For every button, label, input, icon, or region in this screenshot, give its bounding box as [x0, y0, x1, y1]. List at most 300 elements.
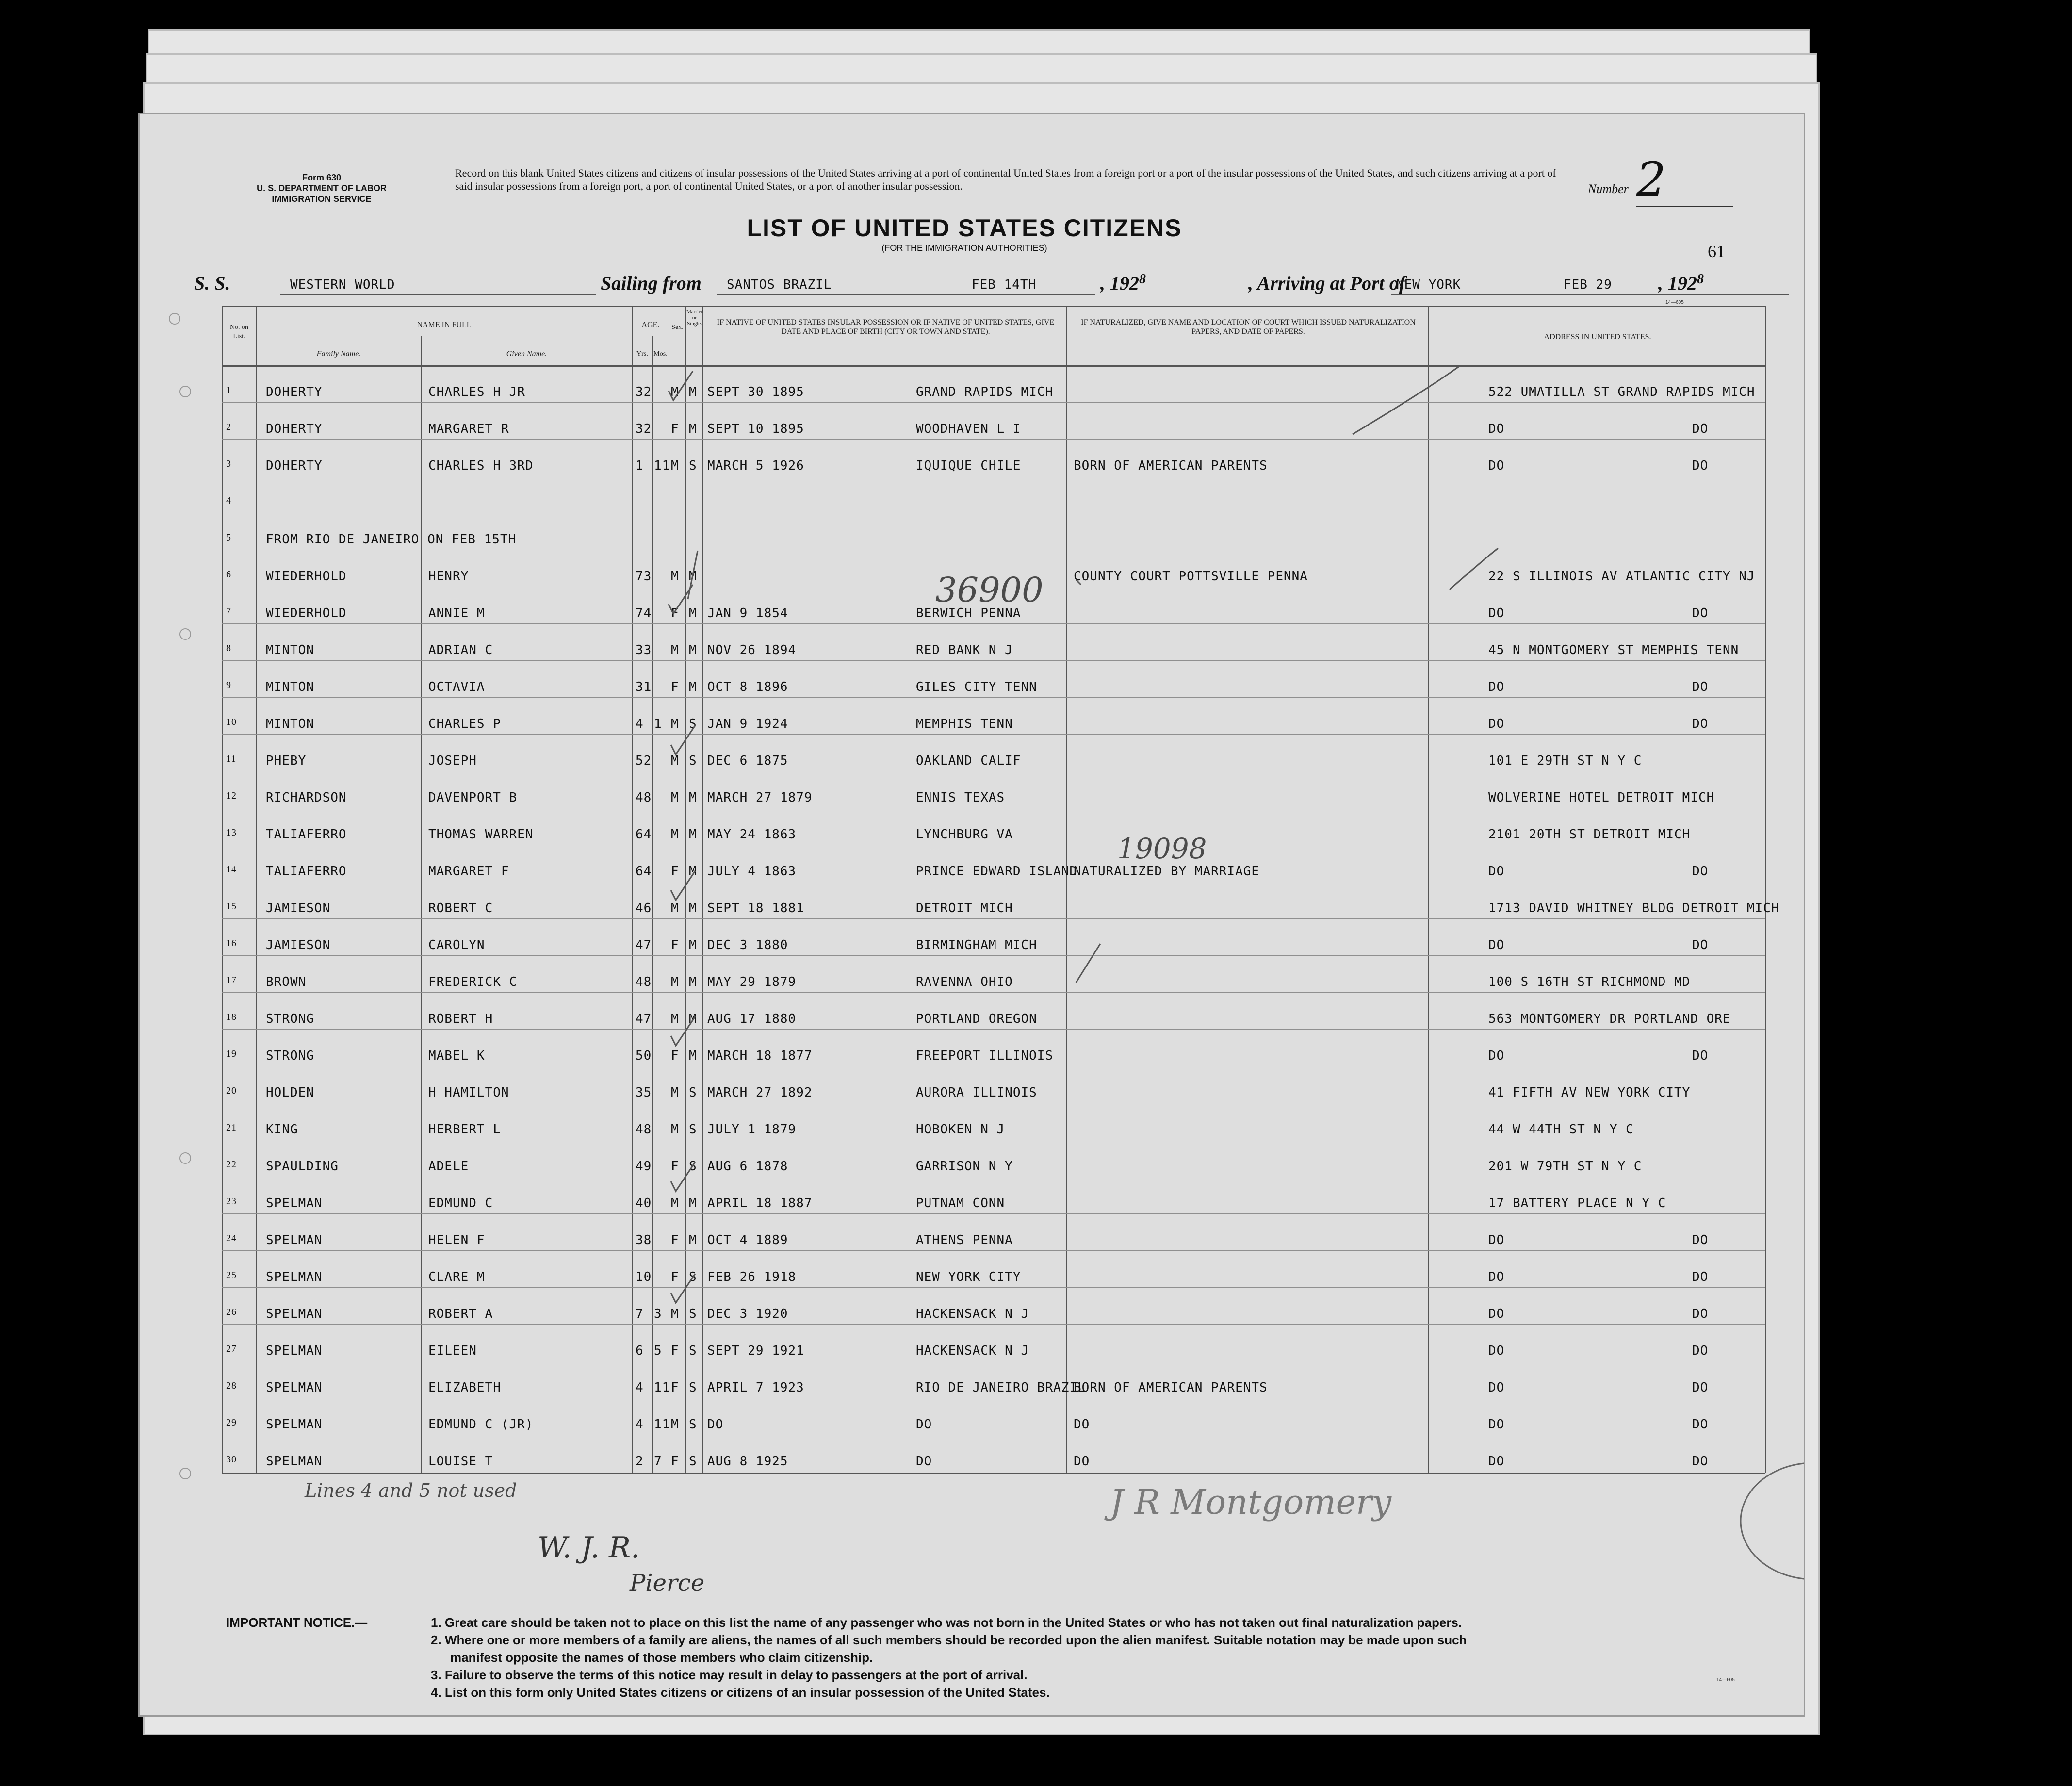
cell-family: SPELMAN	[266, 1417, 323, 1432]
page-stamp: 61	[1708, 242, 1725, 261]
cell-sex: M	[671, 459, 679, 473]
form-service: IMMIGRATION SERVICE	[272, 194, 372, 204]
cell-addr1: 101 E 29TH ST N Y C	[1488, 754, 1642, 768]
cell-place: NEW YORK CITY	[916, 1270, 1021, 1284]
cell-date: SEPT 18 1881	[707, 901, 804, 916]
cell-place: AURORA ILLINOIS	[916, 1085, 1037, 1100]
cell-yrs: 38	[636, 1233, 652, 1247]
sailing-year: , $192^8$	[1100, 272, 1146, 294]
cell-place: GRAND RAPIDS MICH	[916, 385, 1054, 399]
cell-yrs: 10	[636, 1270, 652, 1284]
cell-sex: M	[671, 717, 679, 731]
cell-family: PHEBY	[266, 754, 307, 768]
cell-addr1: 22 S ILLINOIS AV ATLANTIC CITY NJ	[1488, 569, 1755, 584]
cell-ms: M	[689, 901, 697, 916]
notice-item: 1. Great care should be taken not to place on this list the name of any passenger who was not born in the United States or who has not taken out final naturalization papers.	[431, 1615, 1462, 1630]
cell-no: 11	[226, 754, 237, 764]
cell-family: MINTON	[266, 680, 314, 694]
cell-family: SPAULDING	[266, 1159, 339, 1174]
cell-mos: 7	[654, 1454, 662, 1469]
cell-given: MARGARET F	[428, 864, 509, 879]
cell-yrs: 1	[636, 459, 644, 473]
cell-place: GARRISON N Y	[916, 1159, 1013, 1174]
cell-date: MARCH 27 1879	[707, 790, 813, 805]
cell-family: SPELMAN	[266, 1196, 323, 1211]
header-yrs: Yrs.	[636, 350, 648, 358]
cell-addr1: 41 FIFTH AV NEW YORK CITY	[1488, 1085, 1691, 1100]
header-given-name: Given Name.	[506, 350, 547, 358]
cell-no: 18	[226, 1012, 237, 1022]
cell-place: PORTLAND OREGON	[916, 1012, 1037, 1026]
cell-sex: M	[671, 790, 679, 805]
cell-place: HACKENSACK N J	[916, 1344, 1029, 1358]
cell-given: EILEEN	[428, 1344, 477, 1358]
header-mos: Mos.	[653, 350, 668, 358]
cell-sex: F	[671, 938, 679, 952]
cell-ms: M	[689, 1233, 697, 1247]
cell-addr1: WOLVERINE HOTEL DETROIT MICH	[1488, 790, 1715, 805]
notice-item: 4. List on this form only United States citizens or citizens of an insular possession of the United States.	[431, 1685, 1050, 1700]
cell-place: PUTNAM CONN	[916, 1196, 1005, 1211]
cell-place: BIRMINGHAM MICH	[916, 938, 1037, 952]
cell-addr1: 45 N MONTGOMERY ST MEMPHIS TENN	[1488, 643, 1739, 657]
cell-family: SPELMAN	[266, 1270, 323, 1284]
cell-given: CHARLES P	[428, 717, 501, 731]
cell-place: HOBOKEN N J	[916, 1122, 1005, 1137]
cell-place: HACKENSACK N J	[916, 1307, 1029, 1321]
cell-date: JULY 4 1863	[707, 864, 797, 879]
cell-no: 10	[226, 717, 237, 727]
cell-no: 29	[226, 1417, 237, 1428]
cell-no: 2	[226, 422, 231, 432]
cell-date: AUG 17 1880	[707, 1012, 797, 1026]
cell-sex: F	[671, 1380, 679, 1395]
cell-addr2: DO	[1692, 1454, 1709, 1469]
cell-date: OCT 4 1889	[707, 1233, 788, 1247]
cell-ms: M	[689, 1012, 697, 1026]
cell-given: DAVENPORT B	[428, 790, 518, 805]
cell-no: 3	[226, 459, 231, 469]
cell-sex: F	[671, 422, 679, 436]
cell-date: MAY 29 1879	[707, 975, 797, 989]
cell-family: RICHARDSON	[266, 790, 347, 805]
cell-addr2: DO	[1692, 1270, 1709, 1284]
cell-place: MEMPHIS TENN	[916, 717, 1013, 731]
cell-addr1: DO	[1488, 1417, 1505, 1432]
cell-sex: M	[671, 1307, 679, 1321]
cell-ms: M	[689, 938, 697, 952]
cell-ms: S	[689, 1085, 697, 1100]
cell-yrs: 48	[636, 790, 652, 805]
cell-place: PRINCE EDWARD ISLAND	[916, 864, 1078, 879]
cell-yrs: 49	[636, 1159, 652, 1174]
cell-no: 17	[226, 975, 237, 985]
cell-no: 14	[226, 864, 237, 875]
handwritten-signature: J R Montgomery	[1110, 1482, 1392, 1522]
cell-yrs: 32	[636, 422, 652, 436]
cell-family: HOLDEN	[266, 1085, 314, 1100]
cell-no: 1	[226, 385, 231, 395]
cell-given: EDMUND C	[428, 1196, 493, 1211]
cell-yrs: 33	[636, 643, 652, 657]
cell-addr1: 2101 20TH ST DETROIT MICH	[1488, 827, 1691, 842]
cell-date: MAY 24 1863	[707, 827, 797, 842]
cell-no: 16	[226, 938, 237, 949]
cell-date: MARCH 18 1877	[707, 1049, 813, 1063]
cell-family: SPELMAN	[266, 1307, 323, 1321]
cell-family: JAMIESON	[266, 901, 331, 916]
cell-given: CHARLES H 3RD	[428, 459, 534, 473]
cell-yrs: 48	[636, 975, 652, 989]
header-naturalized: IF NATURALIZED, GIVE NAME AND LOCATION OF COURT WHICH ISSUED NATURALIZATION PAPERS, AND DATE OF PAPERS.	[1081, 318, 1416, 336]
form-department: U. S. DEPARTMENT OF LABOR	[257, 183, 387, 193]
cell-no: 6	[226, 569, 231, 580]
cell-place: RIO DE JANEIRO BRAZIL	[916, 1380, 1086, 1395]
cell-date: AUG 6 1878	[707, 1159, 788, 1174]
cell-addr2: DO	[1692, 1380, 1709, 1395]
cell-given: ADELE	[428, 1159, 469, 1174]
cell-place: RAVENNA OHIO	[916, 975, 1013, 989]
cell-date: DEC 3 1920	[707, 1307, 788, 1321]
cell-yrs: 2	[636, 1454, 644, 1469]
cell-ms: S	[689, 1344, 697, 1358]
cell-sex: F	[671, 1233, 679, 1247]
cell-addr1: DO	[1488, 606, 1505, 621]
cell-date: DEC 3 1880	[707, 938, 788, 952]
check-marks	[140, 114, 1804, 1715]
cell-no: 9	[226, 680, 231, 690]
cell-given: FREDERICK C	[428, 975, 518, 989]
cell-yrs: 46	[636, 901, 652, 916]
handwritten-note: 36900	[935, 570, 1044, 610]
cell-family: BROWN	[266, 975, 307, 989]
cell-addr2: DO	[1692, 459, 1709, 473]
cell-yrs: 4	[636, 717, 644, 731]
cell-sex: M	[671, 1417, 679, 1432]
cell-family: TALIAFERRO	[266, 864, 347, 879]
notice-label: IMPORTANT NOTICE.—	[226, 1615, 368, 1630]
cell-family: DOHERTY	[266, 385, 323, 399]
cell-family: DOHERTY	[266, 422, 323, 436]
cell-ms: S	[689, 1122, 697, 1137]
cell-ms: M	[689, 385, 697, 399]
cell-yrs: 64	[636, 827, 652, 842]
cell-nat: BORN OF AMERICAN PARENTS	[1074, 459, 1268, 473]
cell-addr2: DO	[1692, 422, 1709, 436]
form-instructions: Record on this blank United States citizens and citizens of insular possessions of the United States arriving at a port of continental United States from a foreign port or a port of the insular possessions of the United States, and such citizens arriving at a port of said insular possessions from a foreign port, a port of continental United States, or a port of another insular possession.	[455, 167, 1556, 192]
cell-no: 12	[226, 790, 237, 801]
cell-family: FROM RIO DE JANEIRO ON FEB 15TH	[266, 532, 517, 547]
cell-ms: S	[689, 1454, 697, 1469]
cell-addr1: DO	[1488, 1380, 1505, 1395]
cell-sex: F	[671, 1344, 679, 1358]
cell-given: MABEL K	[428, 1049, 485, 1063]
cell-addr1: 201 W 79TH ST N Y C	[1488, 1159, 1642, 1174]
printer-mark: 14—605	[1665, 300, 1684, 305]
cell-family: TALIAFERRO	[266, 827, 347, 842]
cell-addr1: DO	[1488, 938, 1505, 952]
cell-sex: M	[671, 827, 679, 842]
cell-addr2: DO	[1692, 1233, 1709, 1247]
arriving-label: , Arriving at Port of	[1248, 272, 1406, 294]
cell-place: WOODHAVEN L I	[916, 422, 1021, 436]
header-no: No. on List.	[229, 324, 249, 340]
header-married-single: Married or Single.	[686, 309, 704, 327]
cell-no: 21	[226, 1122, 237, 1133]
cell-family: MINTON	[266, 717, 314, 731]
cell-mos: 11	[654, 1380, 670, 1395]
cell-date: APRIL 7 1923	[707, 1380, 804, 1395]
cell-family: JAMIESON	[266, 938, 331, 952]
cell-ms: M	[689, 680, 697, 694]
handwritten-signature: W. J. R.	[538, 1531, 640, 1565]
cell-given: CAROLYN	[428, 938, 485, 952]
cell-ms: S	[689, 1159, 697, 1174]
notice-item: 2. Where one or more members of a family are aliens, the names of all such members should be recorded upon the alien manifest. Suitable notation may be made upon such	[431, 1633, 1467, 1647]
cell-sex: M	[671, 385, 679, 399]
cell-place: ATHENS PENNA	[916, 1233, 1013, 1247]
cell-nat: BORN OF AMERICAN PARENTS	[1074, 1380, 1268, 1395]
notice-item: manifest opposite the names of those members who claim citizenship.	[450, 1650, 873, 1665]
cell-yrs: 73	[636, 569, 652, 584]
page-title: LIST OF UNITED STATES CITIZENS	[747, 214, 1182, 242]
cell-place: BERWICH PENNA	[916, 606, 1021, 621]
cell-given: HENRY	[428, 569, 469, 584]
cell-addr1: 1713 DAVID WHITNEY BLDG DETROIT MICH	[1488, 901, 1779, 916]
header-family-name: Family Name.	[316, 350, 361, 358]
cell-given: HERBERT L	[428, 1122, 501, 1137]
list-number: 2	[1636, 153, 1733, 207]
header-sex: Sex.	[671, 324, 684, 331]
cell-ms: S	[689, 1270, 697, 1284]
cell-date: SEPT 30 1895	[707, 385, 804, 399]
cell-no: 4	[226, 495, 231, 506]
cell-ms: M	[689, 827, 697, 842]
form-number: Form 630	[302, 173, 342, 182]
cell-family: SPELMAN	[266, 1380, 323, 1395]
cell-date: NOV 26 1894	[707, 643, 797, 657]
cell-no: 23	[226, 1196, 237, 1207]
cell-yrs: 50	[636, 1049, 652, 1063]
cell-sex: M	[671, 1196, 679, 1211]
cell-given: ELIZABETH	[428, 1380, 501, 1395]
cell-ms: M	[689, 1049, 697, 1063]
cell-sex: M	[671, 975, 679, 989]
cell-given: ROBERT C	[428, 901, 493, 916]
cell-given: CLARE M	[428, 1270, 485, 1284]
cell-sex: F	[671, 1270, 679, 1284]
cell-no: 8	[226, 643, 231, 654]
cell-date: SEPT 29 1921	[707, 1344, 804, 1358]
cell-sex: F	[671, 1454, 679, 1469]
cell-ms: S	[689, 1417, 697, 1432]
cell-nat: DO	[1074, 1454, 1090, 1469]
cell-addr1: DO	[1488, 1454, 1505, 1469]
cell-no: 5	[226, 532, 231, 543]
cell-no: 27	[226, 1344, 237, 1354]
cell-yrs: 6	[636, 1344, 644, 1358]
cell-ms: M	[689, 422, 697, 436]
cell-no: 24	[226, 1233, 237, 1244]
cell-ms: M	[689, 643, 697, 657]
cell-given: THOMAS WARREN	[428, 827, 534, 842]
cell-family: SPELMAN	[266, 1454, 323, 1469]
cell-family: DOHERTY	[266, 459, 323, 473]
cell-nat: DO	[1074, 1417, 1090, 1432]
cell-family: WIEDERHOLD	[266, 606, 347, 621]
cell-mos: 11	[654, 459, 670, 473]
handwritten-signature: Pierce	[630, 1570, 705, 1597]
cell-ms: S	[689, 717, 697, 731]
cell-yrs: 47	[636, 1012, 652, 1026]
cell-yrs: 31	[636, 680, 652, 694]
cell-addr2: DO	[1692, 1344, 1709, 1358]
cell-given: H HAMILTON	[428, 1085, 509, 1100]
cell-ms: M	[689, 606, 697, 621]
header-birth: IF NATIVE OF UNITED STATES INSULAR POSSESSION OR IF NATIVE OF UNITED STATES, GIVE DATE AND PLACE OF BIRTH (CITY OR TOWN AND STATE).	[717, 318, 1055, 336]
cell-family: SPELMAN	[266, 1344, 323, 1358]
cell-family: WIEDERHOLD	[266, 569, 347, 584]
cell-yrs: 35	[636, 1085, 652, 1100]
cell-addr1: 44 W 44TH ST N Y C	[1488, 1122, 1634, 1137]
cell-mos: 1	[654, 717, 662, 731]
header-age: AGE.	[641, 321, 660, 329]
cell-sex: F	[671, 1159, 679, 1174]
cell-sex: M	[671, 643, 679, 657]
manifest-page	[138, 113, 1805, 1717]
cell-sex: M	[671, 1085, 679, 1100]
cell-addr1: 522 UMATILLA ST GRAND RAPIDS MICH	[1488, 385, 1755, 399]
cell-family: MINTON	[266, 643, 314, 657]
cell-given: ANNIE M	[428, 606, 485, 621]
sailing-port: SANTOS BRAZIL	[727, 278, 832, 292]
cell-addr1: DO	[1488, 680, 1505, 694]
cell-no: 26	[226, 1307, 237, 1317]
cell-ms: M	[689, 1196, 697, 1211]
cell-sex: F	[671, 606, 679, 621]
cell-sex: M	[671, 1122, 679, 1137]
cell-date: SEPT 10 1895	[707, 422, 804, 436]
cell-date: JULY 1 1879	[707, 1122, 797, 1137]
cell-place: GILES CITY TENN	[916, 680, 1037, 694]
cell-date: JAN 9 1854	[707, 606, 788, 621]
cell-date: JAN 9 1924	[707, 717, 788, 731]
cell-addr2: DO	[1692, 680, 1709, 694]
cell-given: HELEN F	[428, 1233, 485, 1247]
cell-place: RED BANK N J	[916, 643, 1013, 657]
cell-mos: 5	[654, 1344, 662, 1358]
cell-ms: S	[689, 754, 697, 768]
cell-place: DO	[916, 1454, 932, 1469]
cell-date: DEC 6 1875	[707, 754, 788, 768]
cell-place: LYNCHBURG VA	[916, 827, 1013, 842]
cell-date: AUG 8 1925	[707, 1454, 788, 1469]
cell-addr1: DO	[1488, 717, 1505, 731]
header-address: ADDRESS IN UNITED STATES.	[1544, 333, 1651, 341]
cell-given: OCTAVIA	[428, 680, 485, 694]
cell-ms: M	[689, 569, 697, 584]
cell-addr1: DO	[1488, 459, 1505, 473]
cell-date: MARCH 5 1926	[707, 459, 804, 473]
cell-addr1: DO	[1488, 1344, 1505, 1358]
page-subtitle: (FOR THE IMMIGRATION AUTHORITIES)	[881, 243, 1047, 253]
cell-sex: M	[671, 569, 679, 584]
cell-addr1: DO	[1488, 1270, 1505, 1284]
number-label: Number	[1588, 182, 1629, 196]
cell-addr1: 100 S 16TH ST RICHMOND MD	[1488, 975, 1691, 989]
arriving-date: FEB 29	[1564, 278, 1612, 292]
cell-ms: M	[689, 790, 697, 805]
cell-family: SPELMAN	[266, 1233, 323, 1247]
cell-addr2: DO	[1692, 717, 1709, 731]
cell-family: STRONG	[266, 1012, 314, 1026]
cell-given: EDMUND C (JR)	[428, 1417, 534, 1432]
cell-mos: 11	[654, 1417, 670, 1432]
cell-addr2: DO	[1692, 864, 1709, 879]
cell-yrs: 64	[636, 864, 652, 879]
cell-given: MARGARET R	[428, 422, 509, 436]
cell-yrs: 52	[636, 754, 652, 768]
handwritten-note: 19098	[1117, 832, 1207, 865]
cell-addr1: DO	[1488, 1049, 1505, 1063]
cell-place: DO	[916, 1417, 932, 1432]
cell-addr1: DO	[1488, 1233, 1505, 1247]
cell-ms: M	[689, 975, 697, 989]
cell-date: DO	[707, 1417, 724, 1432]
cell-given: ROBERT H	[428, 1012, 493, 1026]
sailing-label: Sailing from	[601, 272, 702, 294]
arriving-port: NEW YORK	[1396, 278, 1461, 292]
cell-mos: 3	[654, 1307, 662, 1321]
cell-family: KING	[266, 1122, 298, 1137]
cell-addr2: DO	[1692, 606, 1709, 621]
cell-sex: F	[671, 864, 679, 879]
cell-sex: M	[671, 754, 679, 768]
cell-addr1: 17 BATTERY PLACE N Y C	[1488, 1196, 1666, 1211]
cell-yrs: 4	[636, 1417, 644, 1432]
cell-yrs: 7	[636, 1307, 644, 1321]
cell-given: CHARLES H JR	[428, 385, 525, 399]
cell-place: FREEPORT ILLINOIS	[916, 1049, 1054, 1063]
cell-given: ADRIAN C	[428, 643, 493, 657]
arriving-year: , $192^8$	[1658, 272, 1704, 294]
cell-given: JOSEPH	[428, 754, 477, 768]
cell-no: 30	[226, 1454, 237, 1465]
cell-date: MARCH 27 1892	[707, 1085, 813, 1100]
cell-sex: M	[671, 901, 679, 916]
cell-place: ENNIS TEXAS	[916, 790, 1005, 805]
cell-addr2: DO	[1692, 1417, 1709, 1432]
cell-ms: S	[689, 459, 697, 473]
cell-no: 22	[226, 1159, 237, 1170]
cell-date: APRIL 18 1887	[707, 1196, 813, 1211]
notice-item: 3. Failure to observe the terms of this notice may result in delay to passengers at the port of arrival.	[431, 1668, 1028, 1682]
cell-no: 15	[226, 901, 237, 912]
cell-addr1: 563 MONTGOMERY DR PORTLAND ORE	[1488, 1012, 1731, 1026]
printer-mark: 14—605	[1716, 1677, 1735, 1683]
cell-yrs: 32	[636, 385, 652, 399]
header-name-in-full: NAME IN FULL	[417, 321, 472, 329]
cell-yrs: 74	[636, 606, 652, 621]
cell-nat: COUNTY COURT POTTSVILLE PENNA	[1074, 569, 1308, 584]
cell-yrs: 48	[636, 1122, 652, 1137]
cell-yrs: 47	[636, 938, 652, 952]
cell-no: 13	[226, 827, 237, 838]
cell-sex: F	[671, 680, 679, 694]
cell-nat: NATURALIZED BY MARRIAGE	[1074, 864, 1260, 879]
cell-sex: M	[671, 1012, 679, 1026]
cell-yrs: 40	[636, 1196, 652, 1211]
